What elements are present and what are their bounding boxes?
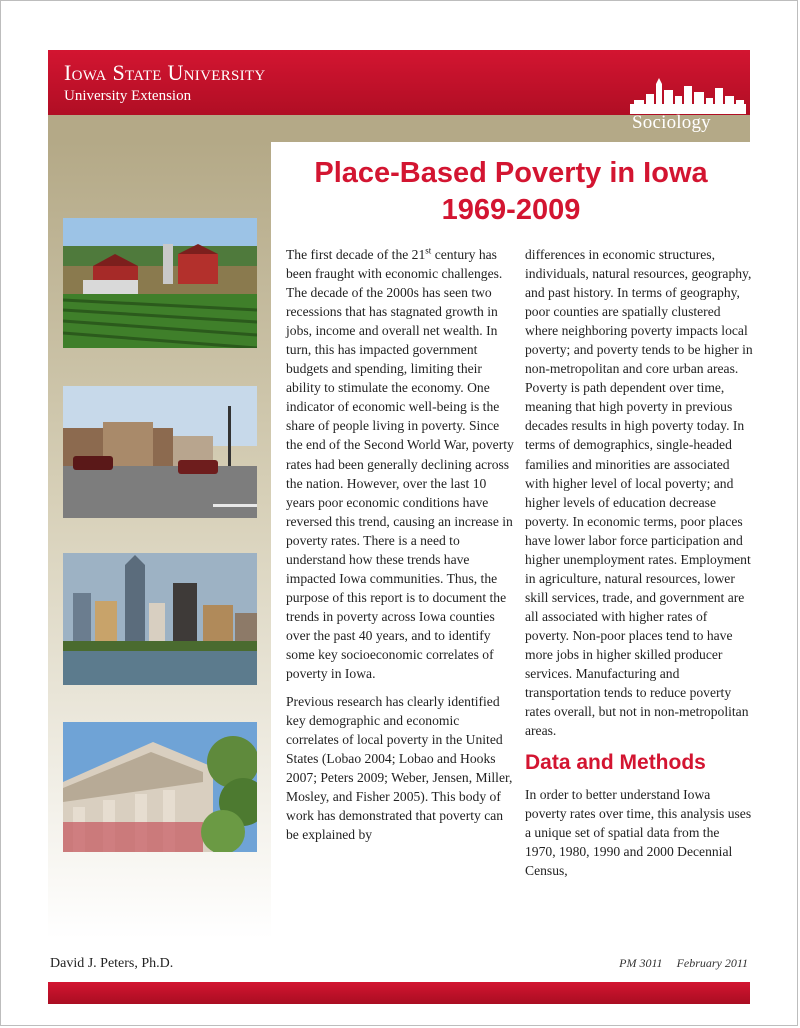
photo-city-skyline: [63, 553, 257, 685]
paragraph-intro: The first decade of the 21st century has been fraught with economic challenges. The decade of the 2000s has seen two recessions that has stagnated growth in jobs, income and overall net wealth. In turn, this has impacted government budgets and spending, limiting their ability to stimulate the economy. One indicator of economic well-being is the share of people living in poverty. Since the end of the Second World War, poverty rates had been generally declining across the nation. However, over the last 10 years poor economic conditions have reversed this trend, causing an increase in poverty rates. There is a need to understand how these trends have impacted Iowa communities. Thus, the purpose of this report is to document the trends in poverty across Iowa counties over the past 40 years, and to identify some key socioeconomic correlates of poverty in Iowa.: [286, 245, 514, 682]
photo-main-street: [63, 386, 257, 518]
paragraph-correlates: differences in economic structures, individuals, natural resources, geography, and past history. In terms of geography, poor counties are spatially clustered where neighboring poverty impacts local poverty; and poverty tends to be higher in non-metropolitan and core urban areas. Poverty is path dependent over time, meaning that high poverty in previous decades results in high poverty today. In terms of demographics, single-headed families and minorities are associated with higher level of local poverty; and higher levels of education decrease poverty. In economic terms, poor places have lower labor force participation and higher unemployment rates. Employment in agriculture, natural resources, lower skill services, trade, and government are all associated with higher rates of poverty. Non-poor places tend to have more jobs in higher skilled producer services. Manufacturing and transportation tends to reduce poverty rates overall, but not in non-metropolitan areas.: [525, 247, 753, 739]
title-line-2: 1969-2009: [441, 194, 581, 226]
publication-info: [605, 956, 748, 971]
publication-date: February 2011: [676, 956, 748, 970]
extension-name: University Extension: [64, 88, 192, 104]
skyline-logo-icon: [628, 78, 748, 114]
footer-bar: [48, 982, 750, 1004]
paragraph-data-methods: In order to better understand Iowa poverty rates over time, this analysis uses a unique set of spatial data from the 1970, 1980, 1990 and 2000 Decennial Census,: [525, 787, 752, 879]
title-line-1: Place-Based Poverty in Iowa: [314, 157, 708, 189]
university-name: Iowa State University: [64, 60, 266, 85]
section-heading: Data and Methods: [525, 751, 706, 775]
paragraph-previous-research: Previous research has clearly identified key demographic and economic correlates of local poverty in the United States (Lobao 2004; Lobao and Hooks 2007; Peters 2009; Weber, Jensen, Miller, Mosley, and Fisher 2005). This body of work has demonstrated that poverty can be explained by: [286, 694, 513, 843]
department-label: Sociology: [632, 112, 711, 133]
photo-classical-building: [63, 722, 257, 852]
text-column-1: [286, 245, 514, 853]
photo-farm: [63, 218, 257, 348]
text-column-2: [525, 245, 753, 889]
page-title: [276, 155, 746, 229]
publication-number: PM 3011: [619, 956, 663, 970]
author-name: David J. Peters, Ph.D.: [50, 956, 174, 971]
